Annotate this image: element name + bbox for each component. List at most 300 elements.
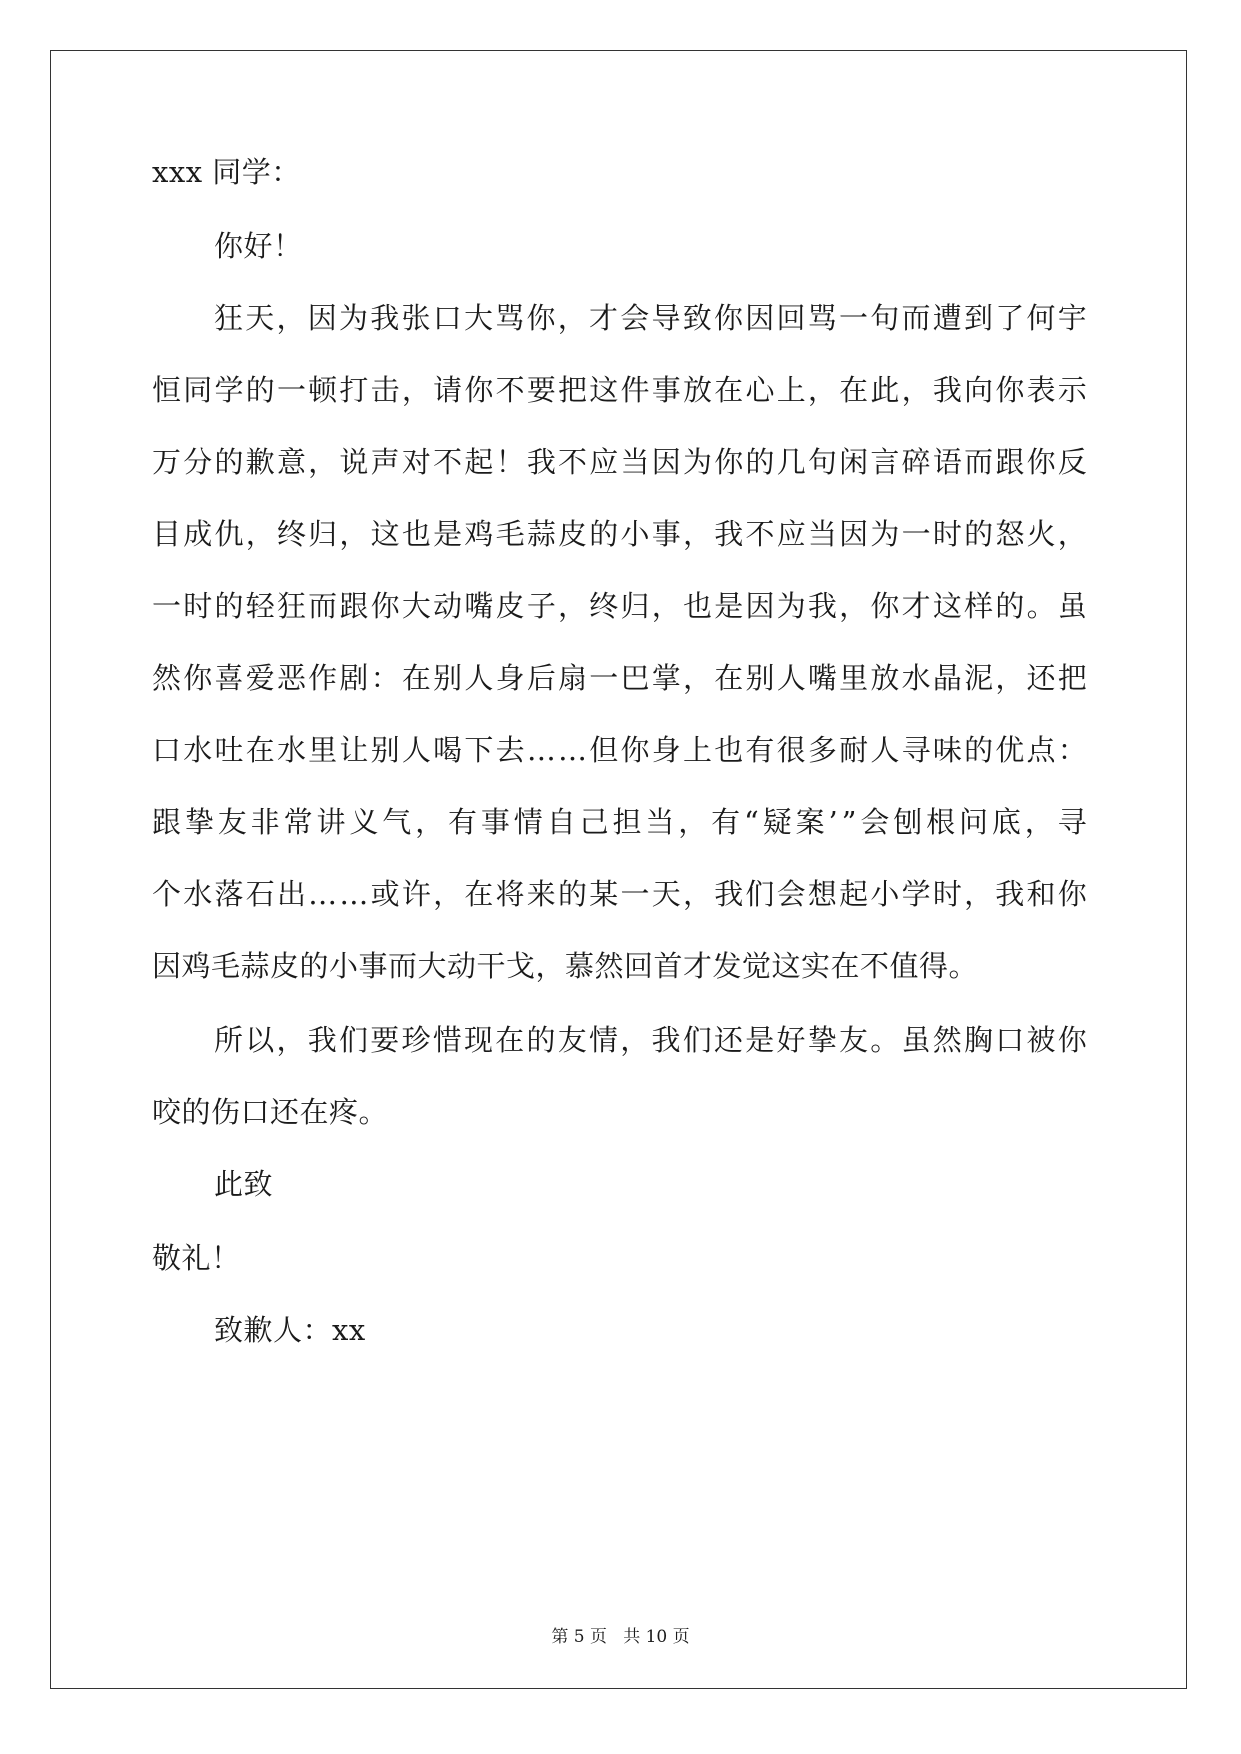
char: 因 [651, 445, 681, 479]
char: ， [557, 301, 587, 335]
char: 跟 [152, 805, 182, 839]
char: 不 [433, 445, 463, 479]
char: 胸 [964, 1023, 994, 1057]
char: … [308, 877, 338, 911]
char: 我 [995, 877, 1025, 911]
char: 是 [433, 517, 463, 551]
char: 起 [839, 877, 869, 911]
char: 常 [283, 805, 313, 839]
char: 寻 [901, 733, 931, 767]
char: 要 [370, 1023, 400, 1057]
char: 一 [589, 661, 619, 695]
char: 也 [682, 589, 712, 623]
char: 的 [526, 1023, 556, 1057]
char: 终 [276, 517, 306, 551]
char: 石 [245, 877, 275, 911]
char: 的 [589, 517, 619, 551]
char: 跟 [339, 589, 369, 623]
char: 蒜 [526, 517, 556, 551]
char: 言 [870, 445, 900, 479]
char: 所 [214, 1023, 244, 1057]
char: 一 [901, 517, 931, 551]
char: 回 [776, 301, 806, 335]
char: 身 [495, 661, 525, 695]
char: 为 [776, 589, 806, 623]
char: 你 [870, 589, 900, 623]
char: 鸡 [464, 517, 494, 551]
char: 人 [464, 661, 494, 695]
paragraph-line [152, 874, 1087, 914]
closing-line-2: 敬礼！ [152, 1241, 241, 1275]
char: 皮 [495, 589, 525, 623]
char: 这 [932, 589, 962, 623]
char: 虽 [1057, 589, 1087, 623]
char: 口 [432, 301, 462, 335]
char: 自 [546, 805, 576, 839]
char: 但 [589, 733, 619, 767]
char: 泥 [964, 661, 994, 695]
char: ， [807, 373, 837, 407]
char: 我 [714, 877, 744, 911]
char: 口 [152, 733, 182, 767]
char: 你 [714, 445, 744, 479]
char: ， [558, 589, 588, 623]
char: 我 [932, 373, 962, 407]
char: 句 [870, 301, 900, 335]
char: 水 [183, 877, 213, 911]
char: 有 [448, 805, 478, 839]
char: 有 [711, 805, 741, 839]
char: 动 [433, 589, 463, 623]
char: 去 [495, 733, 525, 767]
char: 也 [714, 733, 744, 767]
char: ！ [495, 445, 525, 479]
char: 个 [152, 877, 182, 911]
char: 根 [926, 805, 956, 839]
char: 了 [995, 301, 1025, 335]
char: 到 [964, 301, 994, 335]
char: 事 [651, 373, 681, 407]
char: 子 [526, 589, 556, 623]
char: 在 [401, 661, 431, 695]
char: 天 [245, 301, 275, 335]
char: 的 [214, 589, 244, 623]
char: 寻 [1057, 805, 1087, 839]
char: 跟 [995, 445, 1025, 479]
char: 而 [308, 589, 338, 623]
char: 万 [152, 445, 182, 479]
char: 你 [183, 661, 213, 695]
char: 皮 [558, 517, 588, 551]
char: 来 [526, 877, 556, 911]
char: 情 [589, 1023, 619, 1057]
char: 宇 [1057, 301, 1087, 335]
char: 不 [495, 373, 525, 407]
char: 底 [991, 805, 1021, 839]
char: 讲 [316, 805, 346, 839]
char: 在 [714, 373, 744, 407]
char: 案 [795, 805, 825, 839]
char: 义 [349, 805, 379, 839]
char: 因 [307, 301, 337, 335]
char: ， [245, 517, 275, 551]
char: 的 [558, 877, 588, 911]
char: 一 [839, 301, 869, 335]
char: … [339, 877, 369, 911]
char: 为 [870, 517, 900, 551]
char: 们 [745, 877, 775, 911]
char: 才 [589, 301, 619, 335]
char: 里 [839, 661, 869, 695]
char: 下 [464, 733, 494, 767]
char: … [526, 733, 556, 767]
char: 请 [433, 373, 463, 407]
char: 虽 [901, 1023, 931, 1057]
char: 因 [745, 301, 775, 335]
char: 某 [589, 877, 619, 911]
char: 而 [901, 301, 931, 335]
char: 许 [401, 877, 431, 911]
char: ： [1057, 733, 1087, 767]
signature: 致歉人：xx [214, 1313, 366, 1347]
char: 的 [745, 445, 775, 479]
char: 身 [651, 733, 681, 767]
char: 应 [776, 517, 806, 551]
char: 们 [339, 1023, 369, 1057]
char: 。 [870, 1023, 900, 1057]
char: 珍 [401, 1023, 431, 1057]
char: 人 [776, 661, 806, 695]
char: 挚 [807, 1023, 837, 1057]
char: 扇 [558, 661, 588, 695]
char: 分 [183, 445, 213, 479]
char: 被 [1026, 1023, 1056, 1057]
char: 然 [152, 661, 182, 695]
char: 出 [276, 877, 306, 911]
char: ， [651, 589, 681, 623]
char: 现 [464, 1023, 494, 1057]
char: 我 [370, 301, 400, 335]
char: 我 [807, 589, 837, 623]
char: 仇 [214, 517, 244, 551]
char: 在 [714, 661, 744, 695]
char: 才 [901, 589, 931, 623]
char: 向 [964, 373, 994, 407]
char: 上 [776, 373, 806, 407]
char: ， [839, 589, 869, 623]
char: 会 [860, 805, 890, 839]
char: 和 [1026, 877, 1056, 911]
char: 归 [308, 517, 338, 551]
char: 巴 [620, 661, 650, 695]
char: ， [415, 805, 445, 839]
char: 把 [1057, 661, 1087, 695]
char: 击 [370, 373, 400, 407]
char: 友 [839, 1023, 869, 1057]
char: 表 [1026, 373, 1056, 407]
char: 起 [464, 445, 494, 479]
char: 己 [579, 805, 609, 839]
char: 件 [620, 373, 650, 407]
paragraph-line [152, 370, 1087, 410]
char: 不 [745, 517, 775, 551]
char: 你 [995, 373, 1025, 407]
greeting: 你好！ [214, 229, 303, 263]
char: 多 [807, 733, 837, 767]
char: 情 [513, 805, 543, 839]
char: ， [276, 1023, 306, 1057]
char: 会 [776, 877, 806, 911]
char: 刨 [893, 805, 923, 839]
char: 狂 [214, 301, 244, 335]
char: 我 [526, 445, 556, 479]
char: 学 [214, 373, 244, 407]
char: 顿 [308, 373, 338, 407]
char: 人 [401, 733, 431, 767]
char: 你 [1057, 877, 1087, 911]
char: 遭 [932, 301, 962, 335]
char: 在 [839, 373, 869, 407]
char: 而 [964, 445, 994, 479]
char: 你 [714, 301, 744, 335]
char: 嘴 [807, 661, 837, 695]
char: 晶 [932, 661, 962, 695]
char: 点 [1026, 733, 1056, 767]
char: ” [841, 805, 857, 839]
char: 恒 [152, 373, 182, 407]
paragraph-line-last: 咬的伤口还在疼。 [152, 1095, 389, 1129]
paragraph-line [152, 586, 1087, 626]
char: 口 [995, 1023, 1025, 1057]
char: 为 [682, 445, 712, 479]
char: ， [995, 661, 1025, 695]
char: 张 [401, 301, 431, 335]
char: ， [308, 445, 338, 479]
char: 剧 [339, 661, 369, 695]
page-number: 第 5 页 共 10 页 [551, 1627, 690, 1647]
char: “ [744, 805, 759, 839]
char: ： [370, 661, 400, 695]
char: 问 [958, 805, 988, 839]
paragraph-line [214, 298, 1087, 338]
char: 你 [526, 301, 556, 335]
char: 会 [620, 301, 650, 335]
char: ， [901, 373, 931, 407]
char: 后 [526, 661, 556, 695]
char: 归 [620, 589, 650, 623]
char: 你 [1026, 445, 1056, 479]
char: ， [1057, 517, 1087, 551]
char: 耐 [839, 733, 869, 767]
char: ， [1024, 805, 1054, 839]
char: ， [433, 877, 463, 911]
char: 将 [495, 877, 525, 911]
char: 样 [964, 589, 994, 623]
char: 或 [370, 877, 400, 911]
char: 把 [558, 373, 588, 407]
char: 声 [370, 445, 400, 479]
char: 在 [464, 877, 494, 911]
char: 好 [776, 1023, 806, 1057]
char: 当 [620, 445, 650, 479]
char: 终 [589, 589, 619, 623]
char: 这 [370, 517, 400, 551]
char: 我 [307, 1023, 337, 1057]
char: 小 [870, 877, 900, 911]
char: 反 [1057, 445, 1087, 479]
char: 水 [901, 661, 931, 695]
char: 闲 [839, 445, 869, 479]
char: 非 [250, 805, 280, 839]
char: ， [339, 517, 369, 551]
char: 的 [214, 445, 244, 479]
char: 一 [152, 589, 182, 623]
char: 担 [612, 805, 642, 839]
char: 味 [932, 733, 962, 767]
char: 很 [776, 733, 806, 767]
char: 吐 [214, 733, 244, 767]
char: ， [682, 661, 712, 695]
char: 想 [807, 877, 837, 911]
char: 惜 [432, 1023, 462, 1057]
char: 碎 [901, 445, 931, 479]
char: ’ [828, 805, 838, 839]
char: 人 [870, 733, 900, 767]
char: 示 [1057, 373, 1087, 407]
char: 里 [308, 733, 338, 767]
char: 在 [245, 733, 275, 767]
char: 为 [339, 301, 369, 335]
char: 导 [651, 301, 681, 335]
char: 的 [964, 517, 994, 551]
char: 我 [714, 517, 744, 551]
char: 骂 [495, 301, 525, 335]
char: 时 [932, 517, 962, 551]
char: 何 [1026, 301, 1056, 335]
char: ， [682, 877, 712, 911]
char: 应 [589, 445, 619, 479]
char: 要 [526, 373, 556, 407]
paragraph-line [152, 730, 1087, 770]
char: 你 [1057, 1023, 1087, 1057]
char: 放 [682, 373, 712, 407]
char: 水 [276, 733, 306, 767]
char: 以 [245, 1023, 275, 1057]
page-footer [0, 1625, 1241, 1649]
paragraph-line [152, 802, 1087, 842]
char: 怒 [995, 517, 1025, 551]
char: 几 [776, 445, 806, 479]
page-border [50, 50, 1187, 1689]
char: ， [401, 373, 431, 407]
char: 爱 [245, 661, 275, 695]
char: 当 [807, 517, 837, 551]
char: 还 [714, 1023, 744, 1057]
char: 放 [870, 661, 900, 695]
char: 一 [620, 877, 650, 911]
char: 掌 [651, 661, 681, 695]
char: 你 [370, 589, 400, 623]
char: 你 [620, 733, 650, 767]
char: 是 [745, 1023, 775, 1057]
char: 火 [1026, 517, 1056, 551]
char: 大 [464, 301, 494, 335]
char: 的 [995, 589, 1025, 623]
char: ， [276, 301, 306, 335]
char: 落 [214, 877, 244, 911]
char: 们 [682, 1023, 712, 1057]
char: 的 [964, 733, 994, 767]
paragraph-line [152, 442, 1087, 482]
char: ， [964, 877, 994, 911]
char: 你 [464, 373, 494, 407]
char: 语 [932, 445, 962, 479]
closing-line-1: 此致 [214, 1167, 274, 1201]
char: 恶 [276, 661, 306, 695]
char: 喜 [214, 661, 244, 695]
char: 喝 [433, 733, 463, 767]
paragraph-line-last: 因鸡毛蒜皮的小事而大动干戈，慕然回首才发觉这实在不值得。 [152, 949, 979, 983]
char: 致 [682, 301, 712, 335]
char: 的 [245, 373, 275, 407]
char: 作 [308, 661, 338, 695]
char: 对 [401, 445, 431, 479]
char: 说 [339, 445, 369, 479]
char: 一 [276, 373, 306, 407]
char: 毛 [495, 517, 525, 551]
char: 也 [401, 517, 431, 551]
char: 轻 [245, 589, 275, 623]
char: 还 [1026, 661, 1056, 695]
char: 事 [651, 517, 681, 551]
char: 当 [645, 805, 675, 839]
paragraph-line [152, 658, 1087, 698]
char: 有 [745, 733, 775, 767]
paragraph-line [152, 514, 1087, 554]
char: 上 [682, 733, 712, 767]
char: 气 [382, 805, 412, 839]
char: 这 [589, 373, 619, 407]
char: 此 [870, 373, 900, 407]
char: 挚 [184, 805, 214, 839]
char: ， [678, 805, 708, 839]
char: 友 [557, 1023, 587, 1057]
char: 骂 [807, 301, 837, 335]
char: 然 [932, 1023, 962, 1057]
char: 事 [480, 805, 510, 839]
char: ， [682, 517, 712, 551]
char: 天 [651, 877, 681, 911]
char: 疑 [762, 805, 792, 839]
char: ， [620, 1023, 650, 1057]
char: 优 [995, 733, 1025, 767]
char: 打 [339, 373, 369, 407]
char: 嘴 [464, 589, 494, 623]
paragraph-line [214, 1020, 1087, 1060]
char: 狂 [276, 589, 306, 623]
char: 学 [901, 877, 931, 911]
char: 成 [183, 517, 213, 551]
char: 小 [620, 517, 650, 551]
char: 歉 [245, 445, 275, 479]
char: 因 [839, 517, 869, 551]
char: 时 [932, 877, 962, 911]
char: 别 [745, 661, 775, 695]
char: 同 [183, 373, 213, 407]
char: 别 [433, 661, 463, 695]
salutation: xxx 同学： [152, 155, 301, 189]
char: 让 [339, 733, 369, 767]
